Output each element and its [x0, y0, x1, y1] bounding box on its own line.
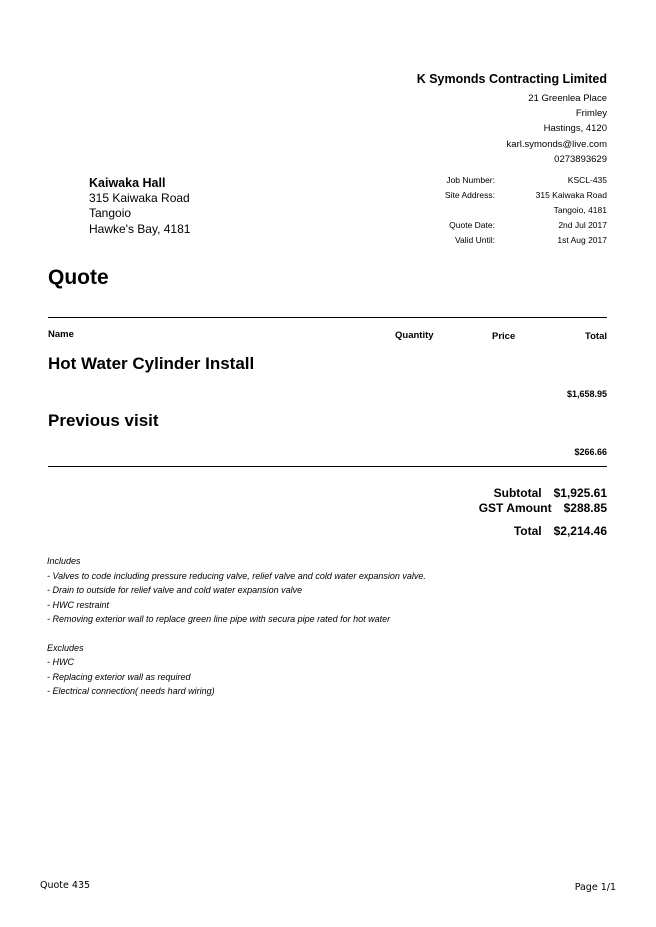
includes-item: - Removing exterior wall to replace green line pipe with secura pipe rated for hot water: [47, 614, 391, 624]
company-phone: 0273893629: [554, 153, 607, 165]
excludes-item: - HWC: [47, 657, 74, 667]
company-block: [417, 72, 607, 167]
site-address-label: Site Address:: [444, 190, 495, 200]
gst-row: [479, 501, 607, 515]
footer-quote-number: Quote 435: [40, 880, 91, 891]
company-name: K Symonds Contracting Limited: [416, 72, 607, 86]
site-address-value: 315 Kaiwaka Road: [535, 190, 607, 200]
meta-row-job-number: [420, 173, 607, 188]
total-row: [514, 524, 607, 538]
subtotal-row: [494, 486, 607, 500]
line-item-title: Previous visit: [48, 411, 159, 430]
job-number-value: KSCL-435: [567, 175, 607, 185]
client-name: Kaiwaka Hall: [89, 176, 166, 190]
meta-row-valid-until: [420, 233, 607, 248]
line-item-total: $266.66: [574, 447, 607, 457]
column-header-price: Price: [492, 331, 516, 342]
company-address-line: 21 Greenlea Place: [528, 93, 607, 104]
client-address-line: Hawke's Bay, 4181: [89, 221, 191, 236]
page-title: Quote: [48, 266, 109, 289]
client-block: [89, 175, 190, 237]
excludes-item: - Replacing exterior wall as required: [47, 671, 191, 682]
includes-item: - Valves to code including pressure reducing valve, relief valve and cold water expansion valve.: [47, 570, 426, 581]
company-address-line: Hastings, 4120: [543, 123, 607, 135]
includes-heading: Includes: [47, 556, 81, 566]
valid-until-value: 1st Aug 2017: [557, 235, 607, 245]
total-label: Total: [513, 524, 542, 538]
line-item-total: $1,658.95: [566, 389, 607, 399]
includes-item: - Drain to outside for relief valve and cold water expansion valve: [47, 585, 303, 595]
excludes-heading: Excludes: [47, 642, 84, 653]
quote-date-label: Quote Date:: [449, 220, 495, 230]
quote-date-value: 2nd Jul 2017: [558, 220, 607, 230]
meta-row-site-address-2: [420, 203, 607, 218]
valid-until-label: Valid Until:: [455, 235, 495, 245]
meta-row-site-address: [420, 188, 607, 203]
column-header-name: Name: [48, 329, 74, 340]
subtotal-value: $1,925.61: [553, 486, 607, 500]
subtotal-label: Subtotal: [493, 486, 542, 500]
table-top-divider: [48, 317, 607, 318]
footer-page-number: Page 1/1: [574, 882, 616, 893]
excludes-item: - Electrical connection( needs hard wiring): [47, 686, 215, 696]
gst-label: GST Amount: [478, 501, 552, 515]
job-number-label: Job Number:: [446, 175, 495, 185]
company-address-line: Frimley: [575, 108, 607, 120]
meta-row-quote-date: [420, 218, 607, 233]
column-header-quantity: Quantity: [395, 330, 434, 341]
gst-value: $288.85: [563, 501, 607, 515]
job-meta: [420, 173, 607, 248]
line-item-title: Hot Water Cylinder Install: [48, 354, 255, 373]
site-address-value-2: Tangoio, 4181: [553, 205, 607, 215]
total-value: $2,214.46: [553, 524, 607, 538]
client-address-line: 315 Kaiwaka Road: [89, 191, 190, 205]
table-bottom-divider: [48, 466, 607, 467]
notes-block: [47, 554, 426, 699]
company-email: karl.symonds@live.com: [506, 138, 607, 150]
client-address-line: Tangoio: [89, 206, 132, 221]
includes-item: - HWC restraint: [47, 599, 110, 610]
column-header-total: Total: [585, 331, 607, 342]
